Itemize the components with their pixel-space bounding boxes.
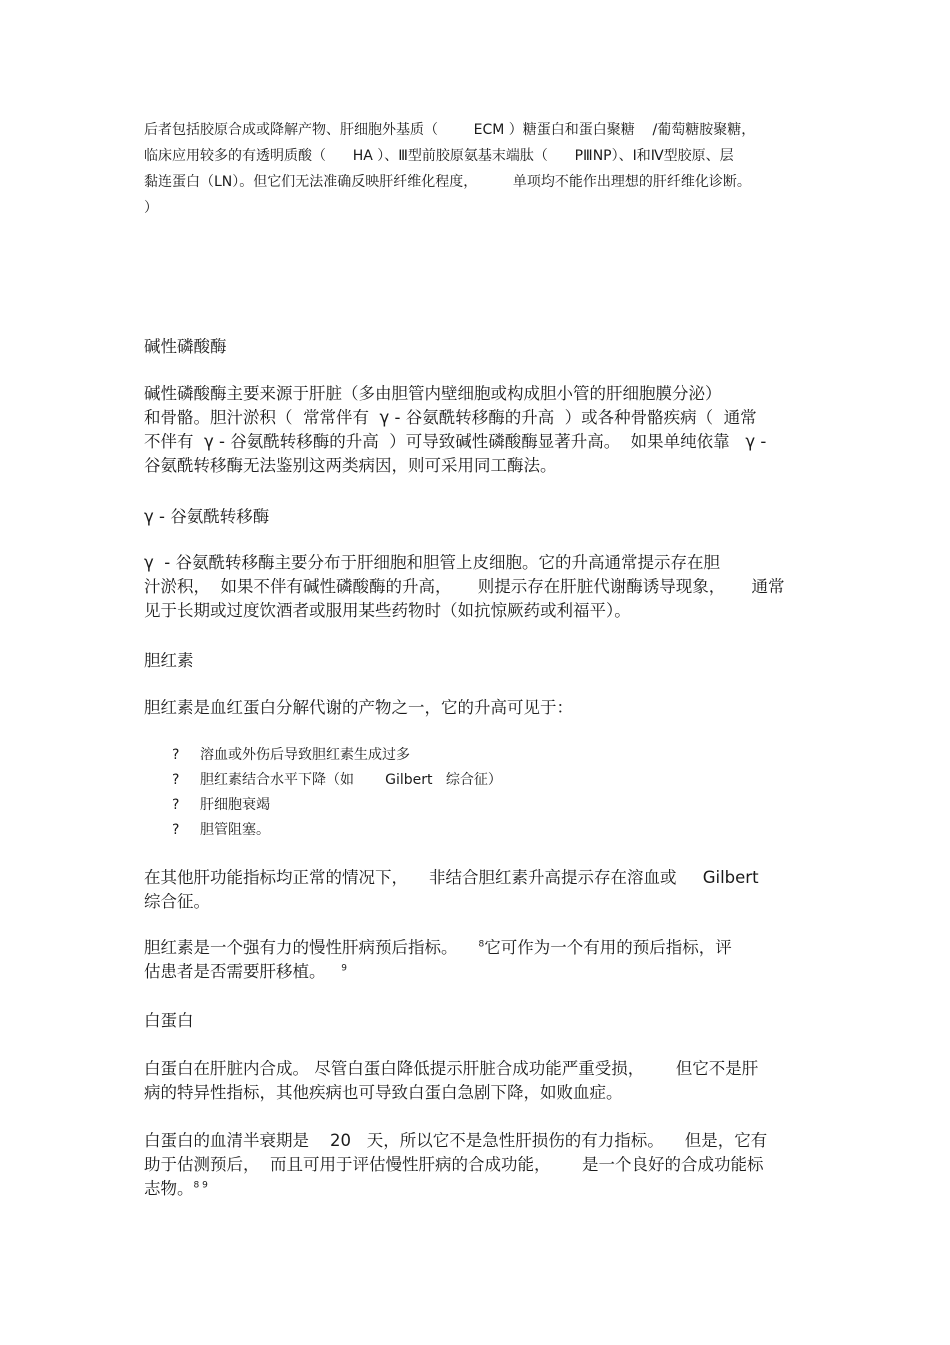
intro-line: 后者包括胶原合成或降解产物、肝细胞外基质（ ECM ）糖蛋白和蛋白聚糖 /葡萄糖胺聚糖， [144, 122, 756, 138]
alp-line: 和骨骼。胆汁淤积（ 常常伴有 γ - 谷氨酰转移酶的升高 ）或各种骨骼疾病（ 通常 [144, 408, 757, 427]
alp-line: 谷氨酰转移酶无法鉴别这两类病因，则可采用同工酶法。 [144, 456, 557, 475]
albumin-line: 病的特异性指标，其他疾病也可导致白蛋白急剧下降，如败血症。 [144, 1083, 623, 1102]
bilirubin-line [144, 936, 810, 960]
list-item-text: 胆红素结合水平下降（如 Gilbert 综合征） [200, 772, 502, 788]
bilirubin-line: 综合征。 [144, 892, 210, 911]
list-item-text: 肝细胞衰竭 [200, 797, 270, 813]
ggt-line: γ - 谷氨酰转移酶主要分布于肝细胞和胆管上皮细胞。它的升高通常提示存在胆 [144, 553, 720, 572]
bullet-marker: ? [172, 822, 180, 838]
albumin-line: 白蛋白的血清半衰期是 20 天，所以它不是急性肝损伤的有力指标。 但是，它有 [144, 1131, 768, 1150]
albumin-paragraph-1 [144, 1057, 810, 1105]
intro-paragraph [144, 117, 810, 221]
albumin-line: 助于估测预后， 而且可用于评估慢性肝病的合成功能， 是一个良好的合成功能标 [144, 1155, 764, 1174]
bilirubin-paragraph-3 [144, 936, 810, 984]
list-item-text: 胆管阻塞。 [200, 822, 270, 838]
alp-paragraph [144, 382, 810, 478]
intro-line: 临床应用较多的有透明质酸（ HA ）、Ⅲ型前胶原氨基末端肽（ PⅢNP）、Ⅰ和Ⅳ型胶原、层 [144, 148, 734, 164]
citation-mark: 8 [478, 939, 485, 950]
intro-line: ） [144, 200, 158, 216]
albumin-line: 白蛋白在肝脏内合成。 尽管白蛋白降低提示肝脏合成功能严重受损， 但它不是肝 [144, 1059, 759, 1078]
bilirubin-text: 胆红素是一个强有力的慢性肝病预后指标。 [144, 938, 479, 957]
ggt-line: 见于长期或过度饮酒者或服用某些药物时（如抗惊厥药或利福平）。 [144, 601, 631, 620]
bilirubin-line: 在其他肝功能指标均正常的情况下， 非结合胆红素升高提示存在溶血或 Gilbert [144, 868, 759, 887]
citation-mark: 8 9 [193, 1180, 208, 1191]
bilirubin-intro: 胆红素是血红蛋白分解代谢的产物之一，它的升高可见于： [144, 698, 573, 717]
ggt-line: 汁淤积， 如果不伴有碱性磷酸酶的升高， 则提示存在肝脏代谢酶诱导现象， 通常 [144, 577, 785, 596]
intro-line: 黏连蛋白（LN）。但它们无法准确反映肝纤维化程度， 单项均不能作出理想的肝纤维化诊断。 [144, 174, 751, 190]
bullet-marker: ? [172, 797, 180, 813]
list-item-text: 溶血或外伤后导致胆红素生成过多 [200, 747, 410, 763]
albumin-line [144, 1177, 810, 1201]
ggt-paragraph [144, 551, 810, 623]
list-item [144, 818, 810, 843]
albumin-paragraph-2 [144, 1129, 810, 1201]
bilirubin-text: 它可作为一个有用的预后指标，评 [484, 938, 732, 957]
section-heading-albumin: 白蛋白 [144, 1011, 194, 1030]
bilirubin-line [144, 960, 810, 984]
bilirubin-text: 估患者是否需要肝移植。 [144, 962, 342, 981]
bilirubin-paragraph-2 [144, 866, 810, 914]
alp-line: 不伴有 γ - 谷氨酰转移酶的升高 ）可导致碱性磷酸酶显著升高。 如果单纯依靠 γ - [144, 432, 767, 451]
alp-line: 碱性磷酸酶主要来源于肝脏（多由胆管内壁细胞或构成胆小管的肝细胞膜分泌） [144, 384, 722, 403]
bullet-marker: ? [172, 747, 180, 763]
list-item [144, 743, 810, 768]
section-heading-alp: 碱性磷酸酶 [144, 337, 227, 356]
albumin-text: 志物。 [144, 1179, 194, 1198]
section-heading-bilirubin: 胆红素 [144, 651, 194, 670]
bilirubin-bullet-list [144, 743, 810, 843]
list-item [144, 793, 810, 818]
bullet-marker: ? [172, 772, 180, 788]
list-item [144, 768, 810, 793]
section-heading-ggt: γ - 谷氨酰转移酶 [144, 507, 270, 526]
citation-mark: 9 [341, 963, 347, 974]
